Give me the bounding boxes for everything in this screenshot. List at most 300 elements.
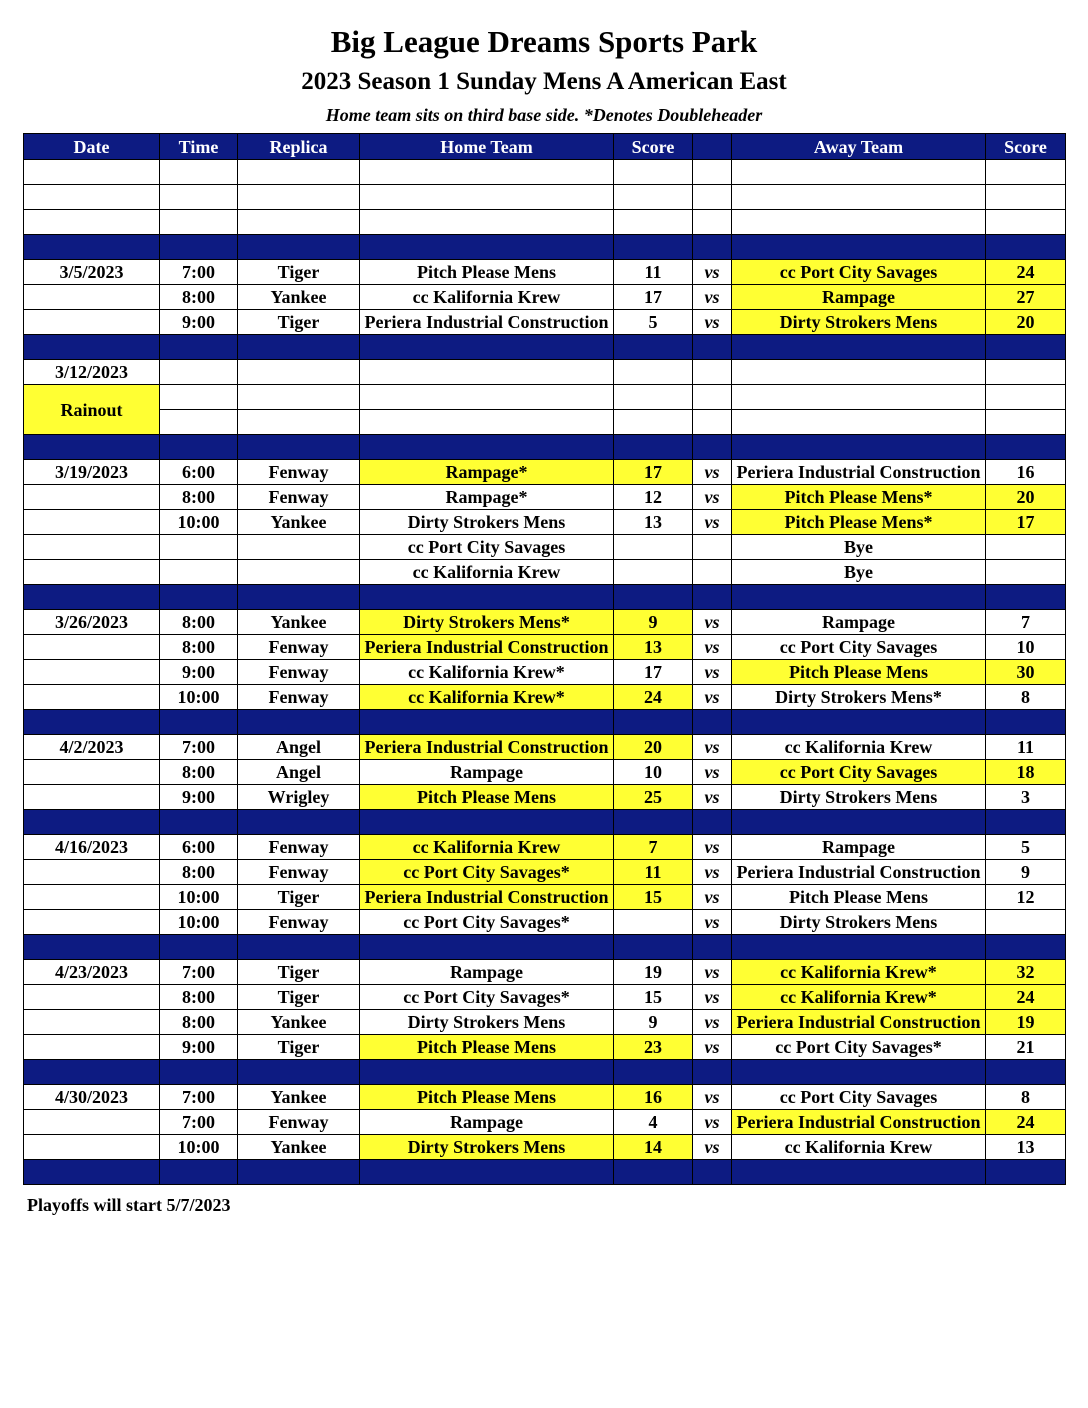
- separator-cell: [614, 1160, 693, 1185]
- away-team-cell: Pitch Please Mens: [732, 885, 986, 910]
- separator-cell: [986, 585, 1066, 610]
- replica-cell: Yankee: [238, 1135, 360, 1160]
- replica-cell: Tiger: [238, 260, 360, 285]
- empty-cell: [160, 385, 238, 410]
- empty-cell: [732, 385, 986, 410]
- date-cell: 3/12/2023: [24, 360, 160, 385]
- time-cell: 7:00: [160, 1085, 238, 1110]
- col-header-time: Time: [160, 134, 238, 160]
- game-row: [24, 560, 1066, 585]
- schedule-table: [23, 133, 1066, 1185]
- away-score-cell: 24: [986, 260, 1066, 285]
- empty-cell: [614, 410, 693, 435]
- time-cell: 8:00: [160, 635, 238, 660]
- separator-cell: [238, 585, 360, 610]
- separator-cell: [614, 810, 693, 835]
- date-cell: [24, 310, 160, 335]
- empty-cell: [360, 410, 614, 435]
- empty-cell: [24, 210, 160, 235]
- page-subtitle: 2023 Season 1 Sunday Mens A American East: [301, 68, 787, 95]
- week-separator-row: [24, 810, 1066, 835]
- empty-cell: [986, 210, 1066, 235]
- separator-cell: [24, 235, 160, 260]
- time-cell: 8:00: [160, 760, 238, 785]
- date-cell: [24, 1035, 160, 1060]
- separator-cell: [360, 935, 614, 960]
- col-header-home-score: Score: [614, 134, 693, 160]
- vs-cell: vs: [693, 635, 732, 660]
- time-cell: 6:00: [160, 835, 238, 860]
- game-row: [24, 660, 1066, 685]
- away-score-cell: 30: [986, 660, 1066, 685]
- game-row: [24, 635, 1066, 660]
- vs-cell: [693, 360, 732, 385]
- separator-cell: [238, 235, 360, 260]
- home-score-cell: 14: [614, 1135, 693, 1160]
- empty-cell: [360, 185, 614, 210]
- away-score-cell: 19: [986, 1010, 1066, 1035]
- home-score-cell: 13: [614, 635, 693, 660]
- separator-cell: [238, 435, 360, 460]
- empty-cell: [614, 385, 693, 410]
- home-score-cell: 20: [614, 735, 693, 760]
- rainout-row: [24, 385, 1066, 410]
- game-row: [24, 1135, 1066, 1160]
- away-score-cell: 18: [986, 760, 1066, 785]
- time-cell: 7:00: [160, 1110, 238, 1135]
- home-team-cell: Dirty Strokers Mens: [360, 1010, 614, 1035]
- home-score-cell: 16: [614, 1085, 693, 1110]
- home-score-cell: 12: [614, 485, 693, 510]
- separator-cell: [160, 435, 238, 460]
- separator-cell: [614, 1060, 693, 1085]
- away-team-cell: cc Port City Savages: [732, 635, 986, 660]
- away-team-cell: Rampage: [732, 285, 986, 310]
- empty-cell: [986, 410, 1066, 435]
- away-score-cell: 24: [986, 1110, 1066, 1135]
- home-score-cell: 13: [614, 510, 693, 535]
- away-score-cell: 27: [986, 285, 1066, 310]
- separator-cell: [24, 810, 160, 835]
- date-cell: [24, 885, 160, 910]
- game-row: [24, 1085, 1066, 1110]
- separator-cell: [693, 710, 732, 735]
- col-header-away-score: Score: [986, 134, 1066, 160]
- home-score-cell: 9: [614, 610, 693, 635]
- separator-cell: [614, 710, 693, 735]
- replica-cell: Fenway: [238, 910, 360, 935]
- separator-cell: [160, 585, 238, 610]
- vs-cell: vs: [693, 260, 732, 285]
- vs-cell: vs: [693, 1010, 732, 1035]
- replica-cell: Fenway: [238, 835, 360, 860]
- away-score-cell: 12: [986, 885, 1066, 910]
- time-cell: 10:00: [160, 685, 238, 710]
- vs-cell: vs: [693, 485, 732, 510]
- away-score-cell: 8: [986, 685, 1066, 710]
- home-score-cell: 5: [614, 310, 693, 335]
- away-score-cell: [986, 910, 1066, 935]
- away-team-cell: cc Port City Savages: [732, 1085, 986, 1110]
- time-cell: 9:00: [160, 310, 238, 335]
- game-row: [24, 985, 1066, 1010]
- vs-cell: vs: [693, 885, 732, 910]
- date-cell: 4/16/2023: [24, 835, 160, 860]
- date-cell: [24, 985, 160, 1010]
- separator-cell: [160, 1160, 238, 1185]
- home-score-cell: 11: [614, 260, 693, 285]
- empty-cell: [160, 160, 238, 185]
- separator-cell: [238, 810, 360, 835]
- away-score-cell: [986, 360, 1066, 385]
- blank-row: [24, 210, 1066, 235]
- replica-cell: Yankee: [238, 1085, 360, 1110]
- replica-cell: Fenway: [238, 485, 360, 510]
- vs-cell: vs: [693, 735, 732, 760]
- blank-row: [24, 185, 1066, 210]
- home-score-cell: 17: [614, 460, 693, 485]
- week-separator-row: [24, 1060, 1066, 1085]
- table-header-row: [24, 134, 1066, 160]
- vs-cell: vs: [693, 960, 732, 985]
- replica-cell: Tiger: [238, 310, 360, 335]
- week-separator-row: [24, 1160, 1066, 1185]
- separator-cell: [24, 435, 160, 460]
- date-cell: 3/26/2023: [24, 610, 160, 635]
- away-score-cell: 20: [986, 310, 1066, 335]
- away-score-cell: 5: [986, 835, 1066, 860]
- separator-cell: [24, 585, 160, 610]
- home-score-cell: 15: [614, 985, 693, 1010]
- date-cell: [24, 535, 160, 560]
- home-team-cell: Dirty Strokers Mens: [360, 510, 614, 535]
- time-cell: 8:00: [160, 860, 238, 885]
- home-score-cell: 25: [614, 785, 693, 810]
- game-row: [24, 785, 1066, 810]
- vs-cell: vs: [693, 460, 732, 485]
- separator-cell: [360, 1060, 614, 1085]
- vs-cell: vs: [693, 1110, 732, 1135]
- separator-cell: [238, 935, 360, 960]
- separator-cell: [24, 1160, 160, 1185]
- vs-cell: vs: [693, 610, 732, 635]
- away-score-cell: 9: [986, 860, 1066, 885]
- separator-cell: [986, 1160, 1066, 1185]
- replica-cell: Fenway: [238, 660, 360, 685]
- playoffs-footer: Playoffs will start 5/7/2023: [27, 1195, 231, 1215]
- separator-cell: [693, 1060, 732, 1085]
- date-cell: [24, 285, 160, 310]
- separator-cell: [360, 235, 614, 260]
- game-row: [24, 360, 1066, 385]
- separator-cell: [614, 235, 693, 260]
- separator-cell: [24, 335, 160, 360]
- date-cell: [24, 910, 160, 935]
- separator-cell: [732, 1060, 986, 1085]
- home-team-cell: Dirty Strokers Mens*: [360, 610, 614, 635]
- game-row: [24, 910, 1066, 935]
- vs-cell: [693, 560, 732, 585]
- schedule-body: [24, 160, 1066, 1185]
- away-score-cell: 7: [986, 610, 1066, 635]
- separator-cell: [238, 710, 360, 735]
- replica-cell: Wrigley: [238, 785, 360, 810]
- game-row: [24, 460, 1066, 485]
- away-team-cell: Pitch Please Mens: [732, 660, 986, 685]
- vs-cell: vs: [693, 510, 732, 535]
- away-team-cell: cc Port City Savages: [732, 260, 986, 285]
- home-team-cell: Periera Industrial Construction: [360, 310, 614, 335]
- home-score-cell: 10: [614, 760, 693, 785]
- game-row: [24, 835, 1066, 860]
- date-cell: 4/23/2023: [24, 960, 160, 985]
- game-row: [24, 510, 1066, 535]
- vs-cell: vs: [693, 760, 732, 785]
- week-separator-row: [24, 585, 1066, 610]
- vs-cell: vs: [693, 1135, 732, 1160]
- separator-cell: [238, 1160, 360, 1185]
- game-row: [24, 735, 1066, 760]
- game-row: [24, 685, 1066, 710]
- game-row: [24, 760, 1066, 785]
- vs-cell: vs: [693, 1085, 732, 1110]
- replica-cell: Fenway: [238, 1110, 360, 1135]
- separator-cell: [360, 1160, 614, 1185]
- vs-cell: vs: [693, 285, 732, 310]
- empty-cell: [732, 160, 986, 185]
- col-header-away-team: Away Team: [732, 134, 986, 160]
- time-cell: [160, 360, 238, 385]
- away-team-cell: cc Port City Savages*: [732, 1035, 986, 1060]
- away-score-cell: [986, 535, 1066, 560]
- empty-cell: [238, 385, 360, 410]
- vs-cell: vs: [693, 835, 732, 860]
- home-score-cell: [614, 360, 693, 385]
- col-header-vs: [693, 134, 732, 160]
- date-cell: 3/5/2023: [24, 260, 160, 285]
- date-cell: 4/30/2023: [24, 1085, 160, 1110]
- vs-cell: vs: [693, 310, 732, 335]
- time-cell: 8:00: [160, 285, 238, 310]
- vs-cell: vs: [693, 1035, 732, 1060]
- date-cell: [24, 1110, 160, 1135]
- rainout-row: [24, 410, 1066, 435]
- game-row: [24, 535, 1066, 560]
- home-score-cell: [614, 910, 693, 935]
- away-team-cell: Dirty Strokers Mens*: [732, 685, 986, 710]
- away-team-cell: Bye: [732, 560, 986, 585]
- empty-cell: [732, 185, 986, 210]
- vs-cell: vs: [693, 910, 732, 935]
- game-row: [24, 885, 1066, 910]
- away-team-cell: cc Kalifornia Krew*: [732, 960, 986, 985]
- time-cell: 9:00: [160, 660, 238, 685]
- empty-cell: [238, 210, 360, 235]
- time-cell: 9:00: [160, 785, 238, 810]
- date-cell: [24, 685, 160, 710]
- game-row: [24, 960, 1066, 985]
- away-team-cell: Dirty Strokers Mens: [732, 310, 986, 335]
- home-team-cell: Rampage: [360, 1110, 614, 1135]
- home-team-note: Home team sits on third base side. *Denotes Doubleheader: [325, 105, 763, 125]
- away-score-cell: 32: [986, 960, 1066, 985]
- replica-cell: Fenway: [238, 860, 360, 885]
- time-cell: [160, 560, 238, 585]
- game-row: [24, 1110, 1066, 1135]
- replica-cell: Fenway: [238, 635, 360, 660]
- separator-cell: [614, 435, 693, 460]
- home-score-cell: 19: [614, 960, 693, 985]
- separator-cell: [986, 710, 1066, 735]
- separator-cell: [24, 935, 160, 960]
- vs-cell: [693, 535, 732, 560]
- empty-cell: [693, 160, 732, 185]
- home-team-cell: Rampage: [360, 960, 614, 985]
- home-score-cell: 15: [614, 885, 693, 910]
- separator-cell: [732, 1160, 986, 1185]
- separator-cell: [986, 335, 1066, 360]
- col-header-home-team: Home Team: [360, 134, 614, 160]
- col-header-replica: Replica: [238, 134, 360, 160]
- replica-cell: Angel: [238, 735, 360, 760]
- time-cell: 10:00: [160, 510, 238, 535]
- week-separator-row: [24, 710, 1066, 735]
- empty-cell: [693, 185, 732, 210]
- home-team-cell: Periera Industrial Construction: [360, 735, 614, 760]
- replica-cell: Yankee: [238, 285, 360, 310]
- replica-cell: Tiger: [238, 985, 360, 1010]
- vs-cell: vs: [693, 985, 732, 1010]
- game-row: [24, 1035, 1066, 1060]
- away-team-cell: Periera Industrial Construction: [732, 1110, 986, 1135]
- home-team-cell: Periera Industrial Construction: [360, 885, 614, 910]
- separator-cell: [360, 435, 614, 460]
- time-cell: 8:00: [160, 1010, 238, 1035]
- home-score-cell: [614, 535, 693, 560]
- separator-cell: [732, 335, 986, 360]
- separator-cell: [693, 585, 732, 610]
- week-separator-row: [24, 935, 1066, 960]
- empty-cell: [732, 410, 986, 435]
- time-cell: 8:00: [160, 610, 238, 635]
- away-score-cell: 13: [986, 1135, 1066, 1160]
- separator-cell: [732, 435, 986, 460]
- col-header-date: Date: [24, 134, 160, 160]
- away-team-cell: cc Kalifornia Krew*: [732, 985, 986, 1010]
- replica-cell: Tiger: [238, 1035, 360, 1060]
- separator-cell: [614, 335, 693, 360]
- empty-cell: [238, 185, 360, 210]
- separator-cell: [360, 710, 614, 735]
- replica-cell: Yankee: [238, 510, 360, 535]
- game-row: [24, 610, 1066, 635]
- empty-cell: [360, 385, 614, 410]
- empty-cell: [986, 185, 1066, 210]
- separator-cell: [693, 335, 732, 360]
- home-score-cell: 17: [614, 660, 693, 685]
- separator-cell: [986, 235, 1066, 260]
- home-score-cell: 4: [614, 1110, 693, 1135]
- date-cell: [24, 635, 160, 660]
- separator-cell: [360, 585, 614, 610]
- replica-cell: Tiger: [238, 885, 360, 910]
- separator-cell: [986, 810, 1066, 835]
- home-team-cell: Dirty Strokers Mens: [360, 1135, 614, 1160]
- date-cell: 3/19/2023: [24, 460, 160, 485]
- away-team-cell: cc Kalifornia Krew: [732, 735, 986, 760]
- home-team-cell: cc Port City Savages*: [360, 985, 614, 1010]
- empty-cell: [693, 210, 732, 235]
- home-team-cell: Pitch Please Mens: [360, 1035, 614, 1060]
- date-cell: [24, 660, 160, 685]
- empty-cell: [160, 210, 238, 235]
- time-cell: 10:00: [160, 885, 238, 910]
- time-cell: 8:00: [160, 985, 238, 1010]
- empty-cell: [238, 410, 360, 435]
- date-cell: [24, 785, 160, 810]
- away-team-cell: Rampage: [732, 610, 986, 635]
- separator-cell: [732, 235, 986, 260]
- home-score-cell: 17: [614, 285, 693, 310]
- separator-cell: [693, 1160, 732, 1185]
- separator-cell: [732, 585, 986, 610]
- rainout-label: Rainout: [24, 385, 160, 435]
- replica-cell: Yankee: [238, 1010, 360, 1035]
- date-cell: [24, 760, 160, 785]
- home-team-cell: cc Port City Savages*: [360, 910, 614, 935]
- date-cell: [24, 1135, 160, 1160]
- away-team-cell: Periera Industrial Construction: [732, 1010, 986, 1035]
- game-row: [24, 285, 1066, 310]
- home-team-cell: cc Kalifornia Krew: [360, 560, 614, 585]
- replica-cell: [238, 360, 360, 385]
- home-score-cell: 23: [614, 1035, 693, 1060]
- home-team-cell: cc Kalifornia Krew*: [360, 660, 614, 685]
- separator-cell: [160, 710, 238, 735]
- replica-cell: Tiger: [238, 960, 360, 985]
- separator-cell: [360, 810, 614, 835]
- separator-cell: [693, 435, 732, 460]
- separator-cell: [238, 1060, 360, 1085]
- separator-cell: [693, 235, 732, 260]
- date-cell: [24, 1010, 160, 1035]
- away-score-cell: [986, 560, 1066, 585]
- away-score-cell: 17: [986, 510, 1066, 535]
- replica-cell: Yankee: [238, 610, 360, 635]
- vs-cell: vs: [693, 660, 732, 685]
- page-title: Big League Dreams Sports Park: [330, 24, 758, 59]
- separator-cell: [614, 935, 693, 960]
- away-score-cell: 3: [986, 785, 1066, 810]
- blank-row: [24, 160, 1066, 185]
- replica-cell: Fenway: [238, 685, 360, 710]
- away-score-cell: 16: [986, 460, 1066, 485]
- away-team-cell: Dirty Strokers Mens: [732, 785, 986, 810]
- time-cell: 7:00: [160, 735, 238, 760]
- empty-cell: [614, 210, 693, 235]
- away-team-cell: Bye: [732, 535, 986, 560]
- home-team-cell: Rampage*: [360, 460, 614, 485]
- separator-cell: [614, 585, 693, 610]
- away-team-cell: Dirty Strokers Mens: [732, 910, 986, 935]
- empty-cell: [614, 160, 693, 185]
- date-cell: [24, 485, 160, 510]
- home-score-cell: 7: [614, 835, 693, 860]
- home-team-cell: cc Kalifornia Krew*: [360, 685, 614, 710]
- home-team-cell: [360, 360, 614, 385]
- away-score-cell: 11: [986, 735, 1066, 760]
- away-team-cell: Pitch Please Mens*: [732, 510, 986, 535]
